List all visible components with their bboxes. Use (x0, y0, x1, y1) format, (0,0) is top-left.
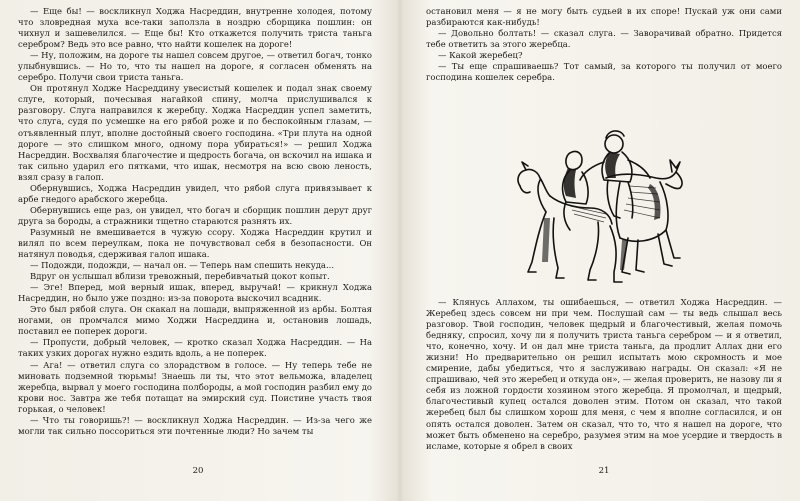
paragraph: Обернувшись еще раз, он увидел, что богач и сборщик пошлин дерут друг друга за бороды, а стражники тщетно стараются разнять их. (18, 204, 372, 226)
page-number: 20 (192, 466, 204, 476)
rider-on-donkey-with-horse-illustration-icon (510, 122, 686, 290)
paragraph: — Ты еще спрашиваешь? Тот самый, за которого ты получил от моего господина кошелек серебра. (426, 61, 782, 83)
paragraph: Вдруг он услышал вблизи тревожный, перебивчатый цокот копыт. (30, 271, 330, 282)
paragraph: — Какой жеребец? (438, 50, 523, 61)
paragraph: Он протянул Ходже Насреддину увесистый кошелек и подал знак своему слуге, который, почесывая нагайкой спину, молча прислушивался к разговору. Слуга направился к жеребцу. Ходжа Насреддин успел заметить, что слуга, судя по усмешке на его рябой роже и по беспокойным глазам, — отъявленный плут, вполне достойный своего господина. «Три плута на одной дороге — это слишком много, одному пора убираться!» — решил Ходжа Насреддин. Восхваляя благочестие и щедрость богача, он вскочил на ишака и так сильно ударил его пятками, что ишак, несмотря на всю свою леность, взял сразу в галоп. (18, 83, 372, 182)
right-page (400, 0, 800, 501)
right-page-text-bottom (426, 297, 782, 452)
paragraph: — Довольно болтать! — сказал слуга. — Заворачивай обратно. Придется тебе ответить за этого жеребца. (426, 28, 782, 50)
paragraph: — Клянусь Аллахом, ты ошибаешься, — ответил Ходжа Насреддин. — Жеребец здесь совсем ни при чем. Послушай сам — ты ведь слышал весь разговор. Твой господин, человек щедрый и благочестивый, желая помочь бедняку, спросил, хочу ли я получить триста таньга серебром — и я ответил, что, конечно, хочу. И он дал мне триста таньга, да продлит Аллах дни его жизни! Но предварительно он решил испытать мою скромность и мое смирение, дабы убедиться, что я заслуживаю награды. Он сказал: «Я не спрашиваю, чей это жеребец и откуда он», — желая проверить, не назову ли я себя из ложной гордости хозяином этого жеребца. Я промолчал, и щедрый, благочестивый купец остался доволен этим. Потом он сказал, что такой жеребец был бы слишком хорош для меня, с чем я вполне согласился, и он опять остался доволен. Затем он сказал, что то, что я нашел на дороге, что может быть обменено на серебро, разумея этим на мое усердие и твердость в исламе, которые я обрел в своих (426, 297, 782, 451)
paragraph: — Ага! — ответил слуга со злорадством в голосе. — Ну теперь тебе не миновать подземной тюрьмы! Знаешь ли ты, что этот вельможа, владелец жеребца, вырвал у моего господина полбороды, а мой господин разбил ему до крови нос. Завтра же тебя потащат на эмирский суд. Поистине участь твоя горькая, о человек! (18, 359, 372, 414)
paragraph: — Подожди, подожди, — начал он. — Теперь нам спешить некуда... (30, 260, 335, 271)
paragraph: — Эге! Вперед, мой верный ишак, вперед, выручай! — крикнул Ходжа Насреддин, но было уже поздно: из-за поворота выскочил всадник. (18, 282, 372, 304)
paragraph: Это был рябой слуга. Он скакал на лошади, выпряженной из арбы. Болтая ногами, он промчался мимо Ходжи Насреддина и, остановив лошадь, поставил ее поперек дороги. (18, 304, 372, 337)
paragraph: остановил меня — я не могу быть судьей в их споре! Пускай уж они сами разбираются как-нибудь! (426, 6, 782, 28)
page-number: 21 (598, 466, 610, 476)
left-page-text (18, 6, 372, 437)
right-page-text-top (426, 6, 782, 83)
paragraph: — Пропусти, добрый человек, — кротко сказал Ходжа Насреддин. — На таких узких дорогах нужно ездить вдоль, а не поперек. (18, 337, 372, 359)
paragraph: — Что ты говоришь?! — воскликнул Ходжа Насреддин. — Из-за чего же могли так сильно поссориться эти почтенные люди? Но зачем ты (18, 414, 372, 436)
paragraph: — Еще бы! — воскликнул Ходжа Насреддин, внутренне холодея, потому что зловредная муха все-таки заползла в ноздрю сборщика пошлин: он чихнул и зашевелился. — Еще бы! Кто откажется получить триста таньга серебром? Ведь это все равно, что найти кошелек на дороге! (18, 6, 372, 50)
paragraph: Разумный не вмешивается в чужую ссору. Ходжа Насреддин крутил и вилял по всем переулкам, пока не почувствовал себя в безопасности. Он натянул поводья, сдерживая галоп ишака. (18, 226, 372, 260)
paragraph: — Ну, положим, на дороге ты нашел совсем другое, — ответил богач, тонко улыбнувшись. — Но то, что ты нашел на дороге, я согласен обменять на серебро. Получи свои триста таньга. (18, 50, 372, 83)
paragraph: Обернувшись, Ходжа Насреддин увидел, что рябой слуга привязывает к арбе гнедого арабского жеребца. (18, 182, 372, 204)
